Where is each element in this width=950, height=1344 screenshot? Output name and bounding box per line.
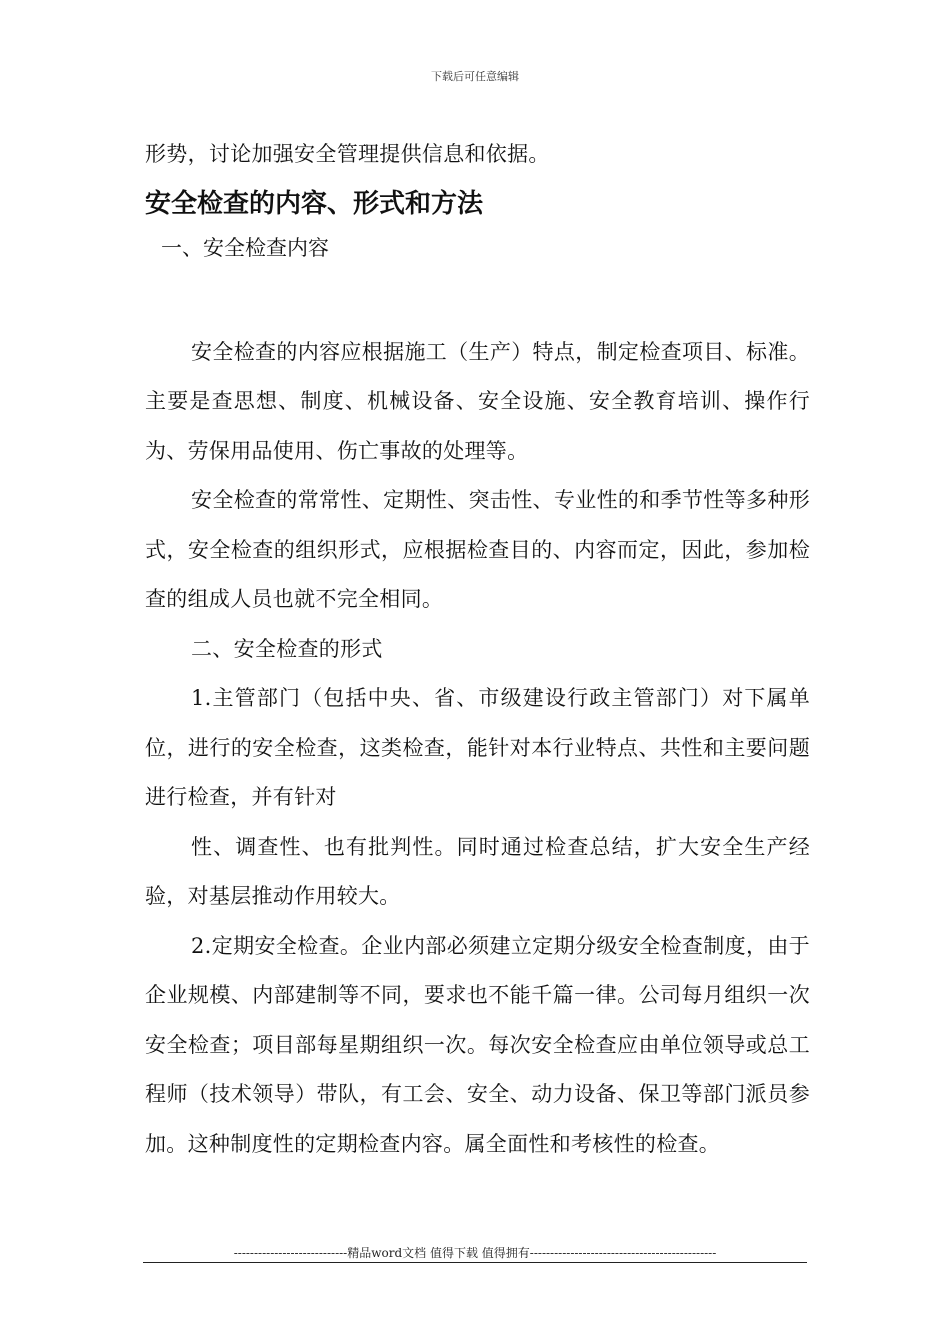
continuation-paragraph: 形势，讨论加强安全管理提供信息和依据。 [145,142,550,166]
footer-divider [143,1262,807,1263]
document-body [145,130,810,1169]
paragraph-item-2: 2.定期安全检查。企业内部必须建立定期分级安全检查制度，由于企业规模、内部建制等不同，要求也不能千篇一律。公司每月组织一次安全检查；项目部每星期组织一次。每次安全检查应由单位领导或总工程师（技术领导）带队，有工会、安全、动力设备、保卫等部门派员参加。这种制度性的定期检查内容。属全面性和考核性的检查。 [145,933,810,1156]
paragraph-inspection-content: 安全检查的内容应根据施工（生产）特点，制定检查项目、标准。主要是查思想、制度、机械设备、安全设施、安全教育培训、操作行为、劳保用品使用、伤亡事故的处理等。 [145,339,810,463]
blank-space [145,264,810,328]
subsection-title-content: 一、安全检查内容 [161,235,329,260]
paragraph-item-1-continued: 性、调查性、也有批判性。同时通过检查总结，扩大安全生产经验，对基层推动作用较大。 [145,834,810,908]
subsection-title-forms: 二、安全检查的形式 [191,636,383,661]
page-header: 下载后可任意编辑 [431,70,519,83]
paragraph-item-1: 1.主管部门（包括中央、省、市级建设行政主管部门）对下属单位，进行的安全检查，这类检查，能针对本行业特点、共性和主要问题进行检查，并有针对 [145,686,810,809]
paragraph-inspection-forms: 安全检查的常常性、定期性、突击性、专业性的和季节性等多种形式，安全检查的组织形式，应根据检查目的、内容而定，因此，参加检查的组成人员也就不完全相同。 [145,488,810,611]
section-heading: 安全检查的内容、形式和方法 [145,188,484,219]
page-footer: ----------------------------精品word文档 值得下载 值得拥有---------------------------------------------- [233,1246,717,1260]
